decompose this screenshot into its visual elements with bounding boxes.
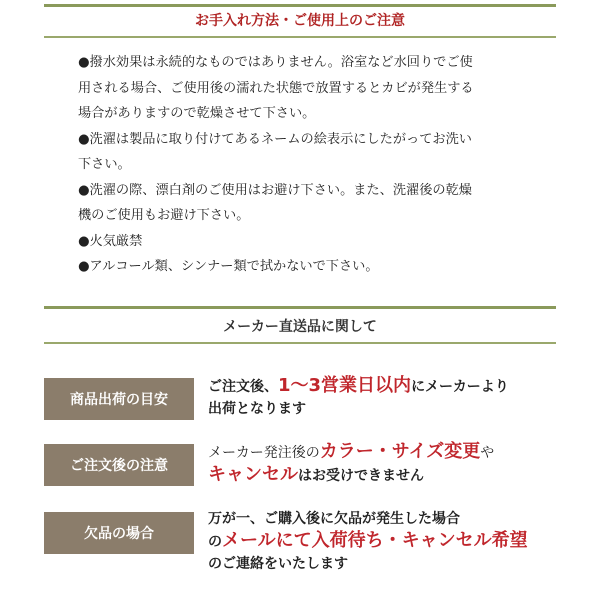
info-text: はお受けできません (298, 468, 424, 484)
highlight-text: 1〜3営業日以内 (278, 375, 412, 396)
highlight-text: メールにて入荷待ち・キャンセル希望 (222, 530, 528, 551)
care-instructions (78, 50, 548, 280)
care-bottom-rule (44, 36, 556, 38)
care-line: ●撥水効果は永続的なものではありません。浴室など水回りでご使 (78, 55, 473, 70)
care-line: ●洗濯の際、漂白剤のご使用はお避け下さい。また、洗濯後の乾燥 (78, 182, 472, 198)
info-text: のご連絡をいたします (208, 556, 348, 572)
care-top-rule (44, 4, 556, 7)
shipping-estimate-label: 商品出荷の目安 (44, 378, 194, 420)
info-text: 万が一、ご購入後に欠品が発生した場合 (208, 511, 460, 527)
info-text: メーカー発注後の (208, 445, 320, 461)
after-order-notice-label: ご注文後の注意 (44, 444, 194, 486)
care-line: 機のご使用もお避け下さい。 (78, 208, 250, 223)
maker-section-title: メーカー直送品に関して (223, 319, 377, 335)
care-line: ●アルコール類、シンナー類で拭かないで下さい。 (78, 259, 379, 274)
care-line: ●洗濯は製品に取り付けてあるネームの絵表示にしたがってお洗い (78, 131, 472, 147)
maker-bottom-rule (44, 342, 556, 344)
maker-top-rule (44, 306, 556, 309)
out-of-stock-label: 欠品の場合 (44, 512, 194, 554)
info-text: の (208, 534, 222, 550)
shipping-estimate-text (208, 375, 509, 420)
care-line: 下さい。 (78, 157, 131, 172)
care-section-title: お手入れ方法・ご使用上のご注意 (195, 13, 405, 29)
info-text: ご注文後、 (208, 379, 278, 395)
out-of-stock-text (208, 508, 528, 575)
care-line: 用される場合、ご使用後の濡れた状態で放置するとカビが発生する (78, 80, 474, 96)
info-text: や (480, 445, 495, 461)
highlight-text: カラー・サイズ変更 (319, 441, 481, 462)
highlight-text: キャンセル (208, 464, 298, 485)
info-text: 出荷となります (208, 401, 306, 417)
info-text: にメーカーより (411, 379, 509, 395)
care-line: ●火気厳禁 (78, 233, 143, 249)
care-line: 場合がありますので乾燥させて下さい。 (78, 106, 316, 121)
after-order-notice-text (208, 441, 494, 487)
